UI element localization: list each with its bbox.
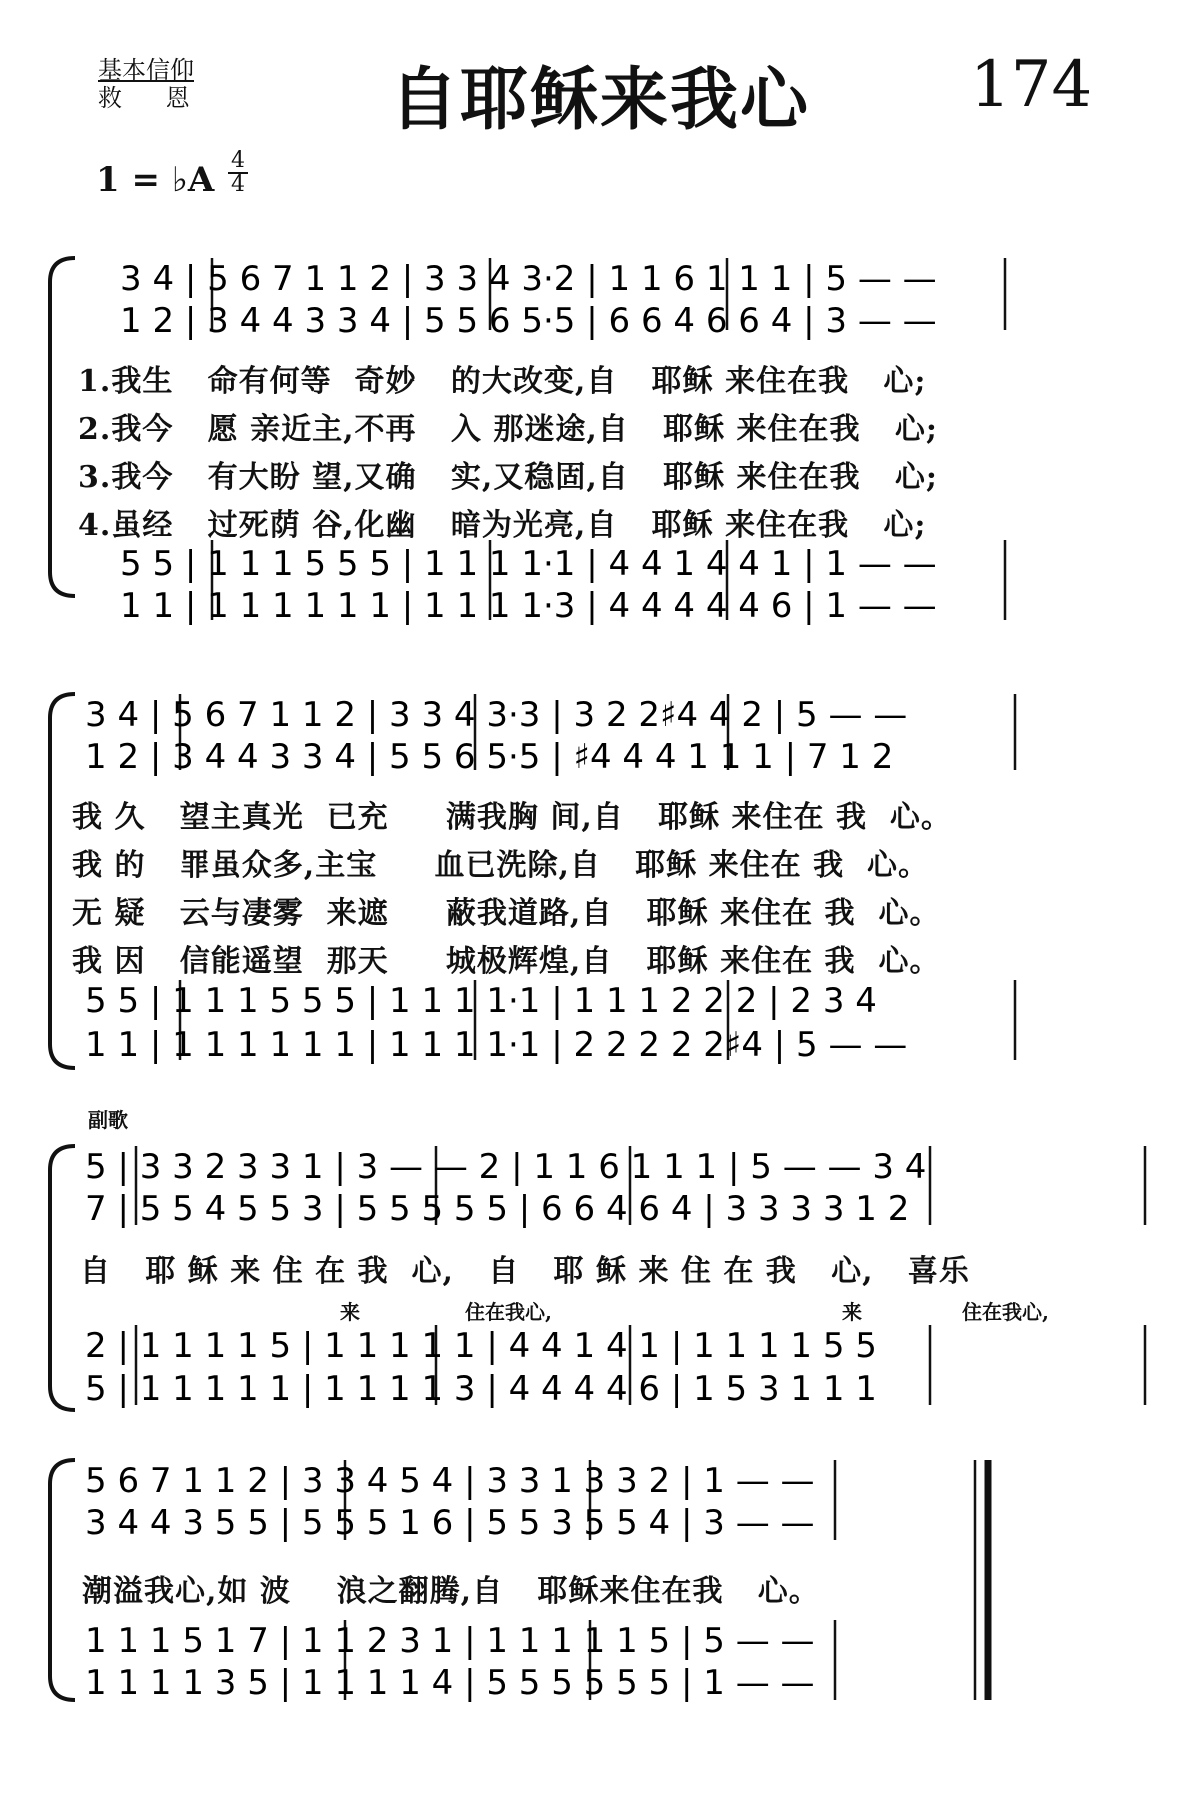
s2-lyric-v2: 我 的 罪虽众多,主宝 血已洗除,自 耶稣 来住在 我 心。 [72, 848, 929, 883]
chorus-label: 副歌 [88, 1108, 128, 1132]
s2-alto: 1 2 | 3 4 4 3 3 4 | 5 5 6 5·5 | ♯4 4 4 1 1 1 | 7 1 2 [85, 737, 894, 777]
s4-alto: 3 4 4 3 5 5 | 5 5 5 1 6 | 5 5 3 5 5 4 | 3 — — [85, 1503, 815, 1543]
s4-bass: 1 1 1 1 3 5 | 1 1 1 1 4 | 5 5 5 5 5 5 | 1 — — [85, 1663, 815, 1703]
s4-lyric: 潮溢我心,如 波 浪之翻腾,自 耶稣来住在我 心。 [82, 1574, 820, 1609]
s2-soprano: 3 4 | 5 6 7 1 1 2 | 3 3 4 3·3 | 3 2 2♯4 4 2 | 5 — — [85, 695, 908, 735]
s3-soprano: 5 | 3 3 2 3 3 1 | 3 — — 2 | 1 1 6 1 1 1 | 5 — — 3 4 [85, 1147, 927, 1187]
time-bottom: 4 [228, 172, 248, 196]
s3-echo-4: 住在我心, [962, 1300, 1049, 1324]
s2-tenor: 5 5 | 1 1 1 5 5 5 | 1 1 1 1·1 | 1 1 1 2 2 2 | 2 3 4 [85, 981, 877, 1021]
category-main: 基本信仰 [98, 56, 194, 84]
s1-lyric-v3: 3.我今 有大盼 望,又确 实,又稳固,自 耶稣 来住在我 心; [78, 460, 938, 495]
category-sub: 救 恩 [98, 84, 208, 112]
s1-lyric-v4: 4.虽经 过死荫 谷,化幽 暗为光亮,自 耶稣 来住在我 心; [78, 508, 927, 543]
s1-soprano: 3 4 | 5 6 7 1 1 2 | 3 3 4 3·2 | 1 1 6 1 1 1 | 5 — — [120, 259, 937, 299]
key-signature: 1 = ♭A [96, 160, 215, 200]
s2-lyric-v3: 无 疑 云与凄雾 来遮 蔽我道路,自 耶稣 来住在 我 心。 [72, 896, 941, 931]
s3-echo-1: 来 [340, 1300, 360, 1324]
time-top: 4 [231, 148, 245, 173]
system-1-bracket [50, 258, 75, 596]
s2-bass: 1 1 | 1 1 1 1 1 1 | 1 1 1 1·1 | 2 2 2 2 2♯4 | 5 — — [85, 1025, 908, 1065]
s1-lyric-v2: 2.我今 愿 亲近主,不再 入 那迷途,自 耶稣 来住在我 心; [78, 412, 938, 447]
system-4-bracket [50, 1460, 75, 1700]
s4-tenor: 1 1 1 5 1 7 | 1 1 2 3 1 | 1 1 1 1 1 5 | 5 — — [85, 1621, 815, 1661]
s3-echo-3: 来 [842, 1300, 862, 1324]
s1-alto: 1 2 | 3 4 4 3 3 4 | 5 5 6 5·5 | 6 6 4 6 6 4 | 3 — — [120, 301, 937, 341]
s3-lyric: 自 耶 稣 来 住 在 我 心, 自 耶 稣 来 住 在 我 心, 喜乐 [80, 1254, 970, 1289]
s2-lyric-v1: 我 久 望主真光 已充 满我胸 间,自 耶稣 来住在 我 心。 [72, 800, 952, 835]
hymn-title: 自耶稣来我心 [389, 60, 810, 140]
hymn-number: 174 [970, 48, 1093, 122]
s1-lyric-v1: 1.我生 命有何等 奇妙 的大改变,自 耶稣 来住在我 心; [78, 364, 927, 399]
s1-bass: 1 1 | 1 1 1 1 1 1 | 1 1 1 1·3 | 4 4 4 4 4 6 | 1 — — [120, 586, 937, 626]
s3-tenor: 2 | 1 1 1 1 5 | 1 1 1 1 1 | 4 4 1 4 1 | 1 1 1 1 5 5 [85, 1326, 877, 1366]
system-3-bracket [50, 1146, 75, 1410]
s3-bass: 5 | 1 1 1 1 1 | 1 1 1 1 3 | 4 4 4 4 6 | 1 5 3 1 1 1 [85, 1369, 877, 1409]
s3-echo-2: 住在我心, [465, 1300, 552, 1324]
s3-alto: 7 | 5 5 4 5 5 3 | 5 5 5 5 5 | 6 6 4 6 4 | 3 3 3 3 1 2 [85, 1189, 910, 1229]
s1-tenor: 5 5 | 1 1 1 5 5 5 | 1 1 1 1·1 | 4 4 1 4 4 1 | 1 — — [120, 544, 937, 584]
s4-soprano: 5 6 7 1 1 2 | 3 3 4 5 4 | 3 3 1 3 3 2 | 1 — — [85, 1461, 815, 1501]
s2-lyric-v4: 我 因 信能遥望 那天 城极辉煌,自 耶稣 来住在 我 心。 [72, 944, 941, 979]
